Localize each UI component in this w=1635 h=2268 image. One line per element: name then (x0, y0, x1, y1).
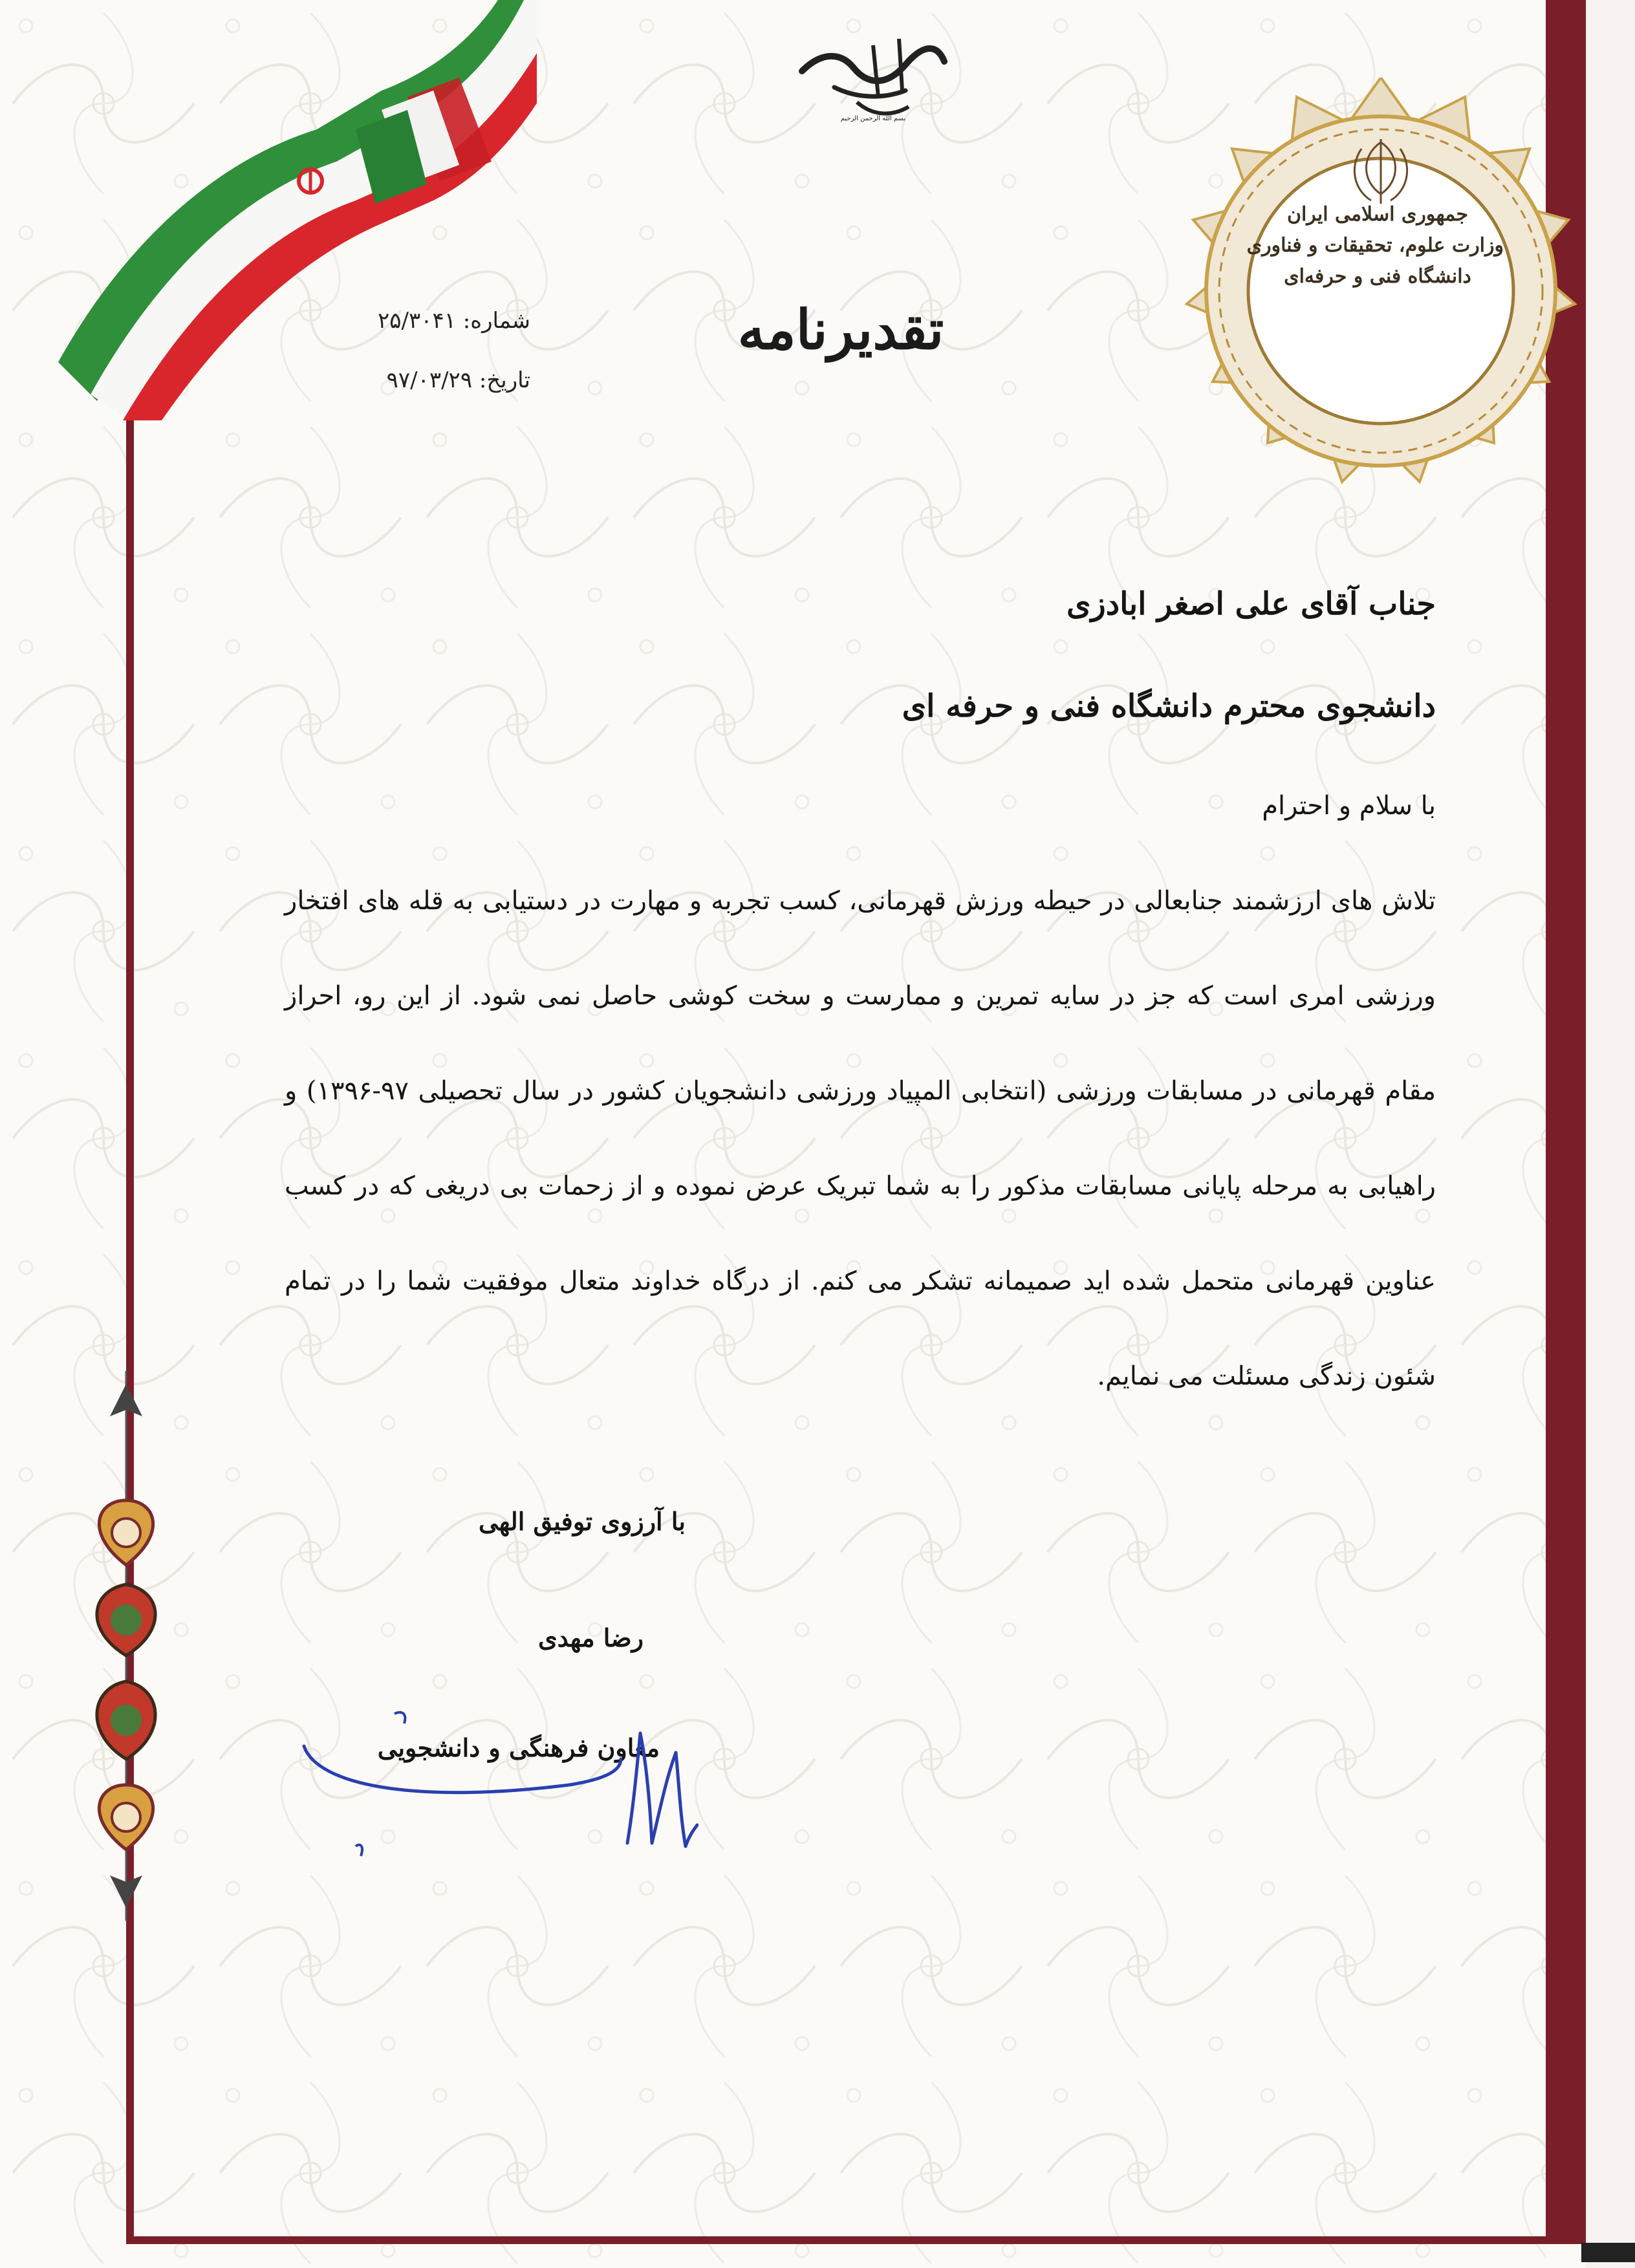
letter-body (285, 582, 1436, 1424)
reference-number: شماره: ۲۵/۳۰۴۱ (377, 308, 530, 334)
closing-wish: با آرزوی توفیق الهی (478, 1507, 686, 1536)
salutation: با سلام و احترام (1262, 791, 1436, 821)
seal-line-3: دانشگاه فنی و حرفه‌ای (1284, 265, 1471, 288)
floral-ornament (71, 1371, 181, 1921)
seal-text (1246, 199, 1504, 292)
seal-line-1: جمهوری اسلامی ایران (1286, 203, 1469, 226)
signer-name: رضا مهدی (538, 1623, 644, 1652)
handwritten-signature (298, 1707, 698, 1875)
scanner-mark (1581, 2243, 1635, 2262)
bismillah-calligraphy (796, 26, 951, 123)
signer-title: معاون فرهنگی و دانشجویی (377, 1733, 660, 1762)
reference-block (323, 291, 530, 410)
left-border-rule (126, 382, 134, 2244)
recipient-name: جناب آقای علی اصغر ابادزی (1066, 586, 1436, 622)
seal-line-2: وزارت علوم، تحقیقات و فناوری (1246, 234, 1504, 257)
letter-paragraph: تلاش های ارزشمند جنابعالی در حیطه ورزش قهرمانی، کسب تجربه و مهارت در دستیابی به قله های افتخار ورزشی امری است که جز در سایه تمرین و ممارست و سخت کوشی حاصل نمی شود. از این رو، احراز مقام قهرمانی در مسابقات ورزشی (انتخابی المپیاد ورزشی دانشجویان کشور در سال تحصیلی ۹۷-۱۳۹۶) و راهیابی به مرحله پایانی مسابقات مذکور را به شما تبریک عرض نموده و از زحمات بی دریغی که در کسب عناوین قهرمانی متحمل شده اید صمیمانه تشکر می کنم. از درگاه خداوند متعال موفقیت شما را در تمام شئون زندگی مسئلت می نمایم. (285, 886, 1436, 1391)
bottom-border-rule (126, 2236, 1555, 2244)
page-title: تقدیرنامه (737, 297, 944, 362)
recipient-affiliation: دانشجوی محترم دانشگاه فنی و حرفه ای (902, 688, 1436, 724)
bismillah-text: بسم الله الرحمن الرحیم (840, 115, 906, 122)
reference-date: تاریخ: ۹۷/۰۳/۲۹ (386, 367, 530, 393)
